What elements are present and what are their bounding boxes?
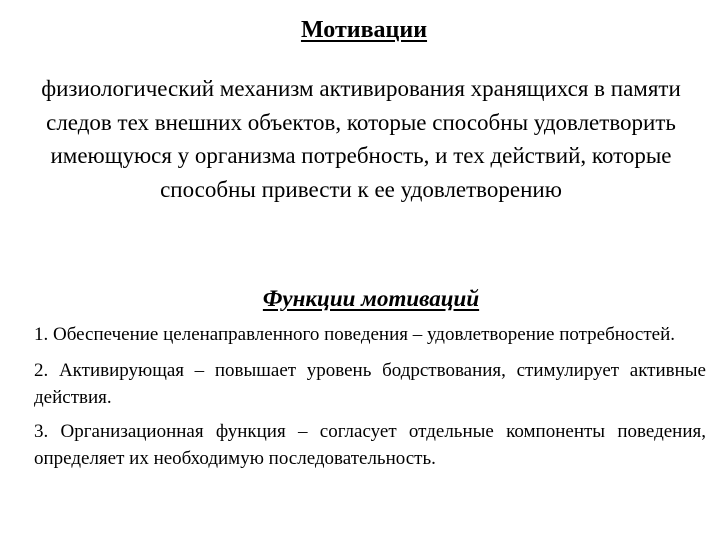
functions-heading: Функции мотиваций [262, 286, 480, 311]
function-item-1: 1. Обеспечение целенаправленного поведения – удовлетворение потребностей. [34, 324, 675, 345]
function-item-2: 2. Активирующая – повышает уровень бодрствования, стимулирует активные действия. [34, 360, 706, 408]
function-item-3: 3. Организационная функция – согласует отдельные компоненты поведения, определяет их необходимую последовательность. [34, 421, 706, 469]
definition-text: физиологический механизм активирования хранящихся в памяти следов тех внешних объектов, которые способны удовлетворить имеющуюся у организма потребность, и тех действий, которые способны привести к ее удовлетворению [41, 76, 681, 202]
functions-list [34, 321, 706, 481]
slide-title: Мотивации [300, 17, 428, 43]
